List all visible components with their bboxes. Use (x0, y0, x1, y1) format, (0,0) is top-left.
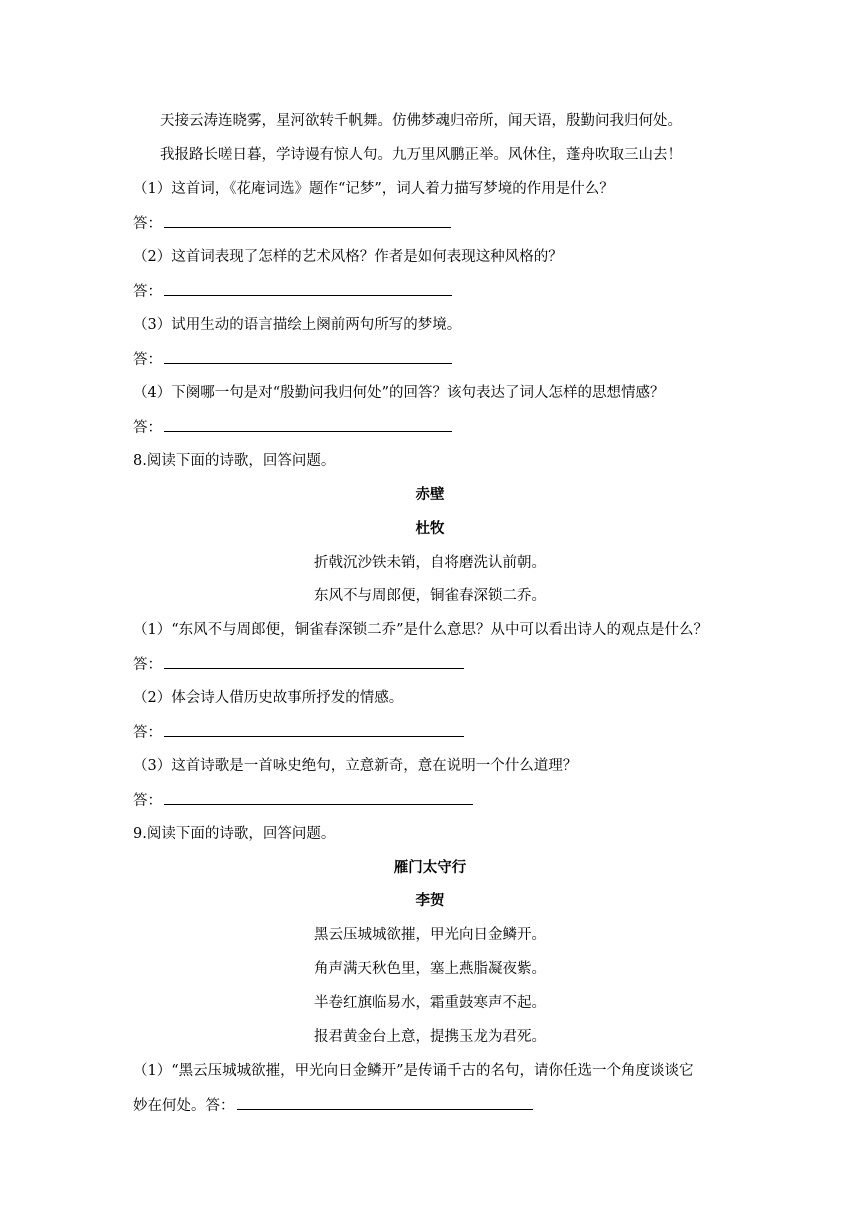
question-8-1: （1）“东风不与周郎便，铜雀春深锁二乔”是什么意思？从中可以看出诗人的观点是什么？ (133, 622, 709, 638)
section-9-heading: 9.阅读下面的诗歌，回答问题。 (133, 826, 336, 842)
answer-label: 答： (133, 284, 162, 300)
poem-9-line-1: 黑云压城城欲摧，甲光向日金鳞开。 (314, 927, 546, 943)
question-7-4: （4）下阕哪一句是对“殷勤问我归何处”的回答？该句表达了词人怎样的思想情感？ (133, 385, 665, 401)
poem-9-line-4: 报君黄金台上意，提携玉龙为君死。 (314, 1029, 546, 1045)
section-8-heading: 8.阅读下面的诗歌，回答问题。 (133, 453, 336, 469)
answer-row-9-1 (133, 1095, 533, 1116)
poem-8-title: 赤壁 (415, 486, 445, 503)
answer-row-8-3 (133, 790, 473, 811)
poem-9-line-3: 半卷红旗临易水，霜重鼓寒声不起。 (314, 995, 546, 1011)
answer-row-8-1 (133, 654, 464, 675)
question-7-1: （1）这首词，《花庵词选》题作“记梦”，词人着力描写梦境的作用是什么？ (133, 181, 614, 197)
poem-9-author: 李贺 (415, 892, 445, 909)
answer-label: 答： (133, 725, 162, 741)
answer-blank[interactable] (237, 1095, 533, 1110)
answer-label: 答： (133, 420, 162, 436)
poem-9-title: 雁门太守行 (393, 859, 467, 876)
answer-label: 答： (133, 352, 162, 368)
answer-blank[interactable] (164, 213, 451, 228)
answer-label: 答： (133, 216, 162, 232)
poem-8-line-2: 东风不与周郎便，铜雀春深锁二乔。 (314, 588, 546, 604)
answer-blank[interactable] (164, 790, 473, 805)
answer-row-7-4 (133, 417, 452, 438)
poem-8-author: 杜牧 (415, 520, 445, 537)
question-7-3: （3）试用生动的语言描绘上阕前两句所写的梦境。 (133, 317, 462, 333)
answer-blank[interactable] (164, 654, 464, 669)
answer-row-7-1 (133, 213, 451, 234)
poem7-line-2: 我报路长嗟日暮，学诗谩有惊人句。九万里风鹏正举。风休住，蓬舟吹取三山去！ (160, 147, 682, 163)
answer-row-7-2 (133, 281, 452, 302)
question-8-3: （3）这首诗歌是一首咏史绝句，立意新奇，意在说明一个什么道理？ (133, 758, 578, 774)
question-7-2: （2）这首词表现了怎样的艺术风格？作者是如何表现这种风格的？ (133, 249, 563, 265)
answer-row-8-2 (133, 722, 464, 743)
answer-row-7-3 (133, 349, 452, 370)
answer-blank[interactable] (164, 281, 452, 296)
poem7-line-1: 天接云涛连晓雾，星河欲转千帆舞。仿佛梦魂归帝所，闻天语，殷勤问我归何处。 (160, 113, 682, 129)
question-9-1-line-2: 妙在何处。答： (133, 1098, 235, 1114)
question-8-2: （2）体会诗人借历史故事所抒发的情感。 (133, 690, 404, 706)
poem-9-line-2: 角声满天秋色里，塞上燕脂凝夜紫。 (314, 961, 546, 977)
answer-blank[interactable] (164, 349, 452, 364)
answer-label: 答： (133, 657, 162, 673)
poem-8-line-1: 折戟沉沙铁未销，自将磨洗认前朝。 (314, 555, 546, 571)
answer-blank[interactable] (164, 417, 452, 432)
question-9-1-line-1: （1）“黑云压城城欲摧，甲光向日金鳞开”是传诵千古的名句，请你任选一个角度谈谈它 (133, 1063, 694, 1079)
answer-blank[interactable] (164, 722, 464, 737)
answer-label: 答： (133, 793, 162, 809)
